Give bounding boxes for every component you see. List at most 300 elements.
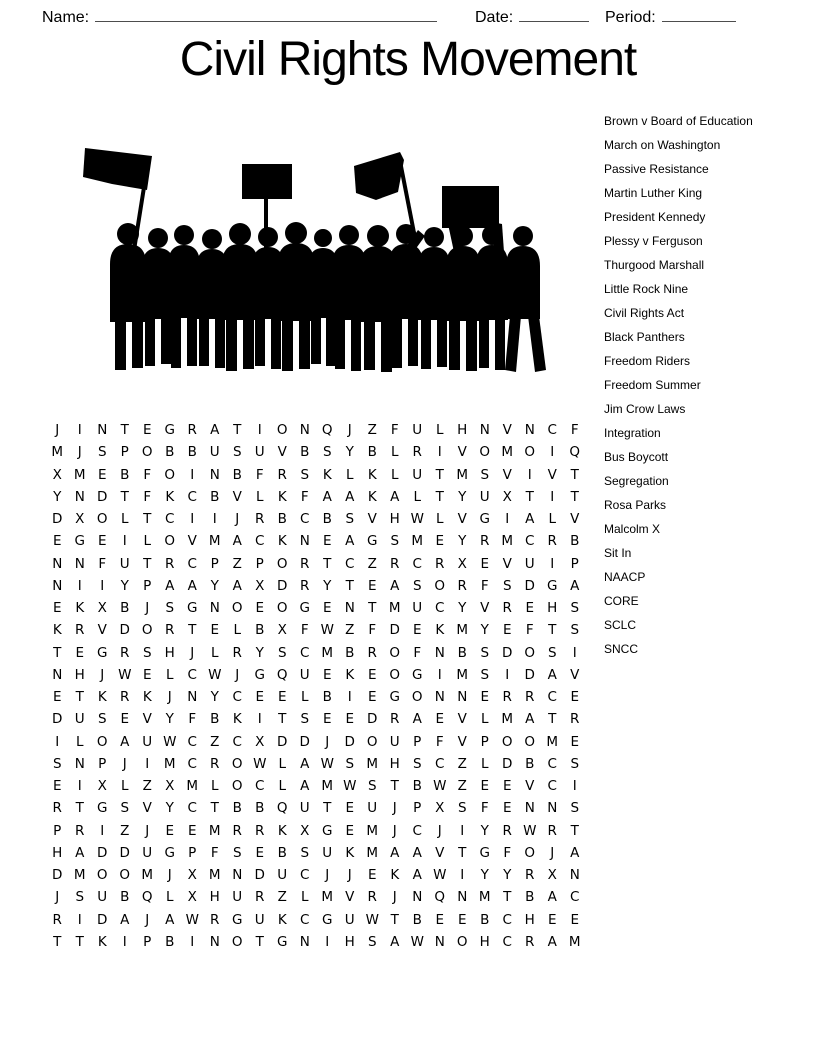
grid-cell: A	[412, 867, 422, 884]
grid-cell: S	[165, 600, 175, 617]
grid-cell: X	[52, 466, 62, 483]
grid-cell: I	[505, 511, 510, 528]
grid-cell: E	[570, 733, 580, 750]
grid-cell: O	[96, 867, 108, 884]
grid-cell: U	[412, 422, 423, 439]
grid-cell: Y	[458, 488, 467, 505]
grid-cell: X	[547, 867, 557, 884]
grid-cell: S	[345, 511, 355, 528]
grid-cell: O	[411, 689, 423, 706]
grid-cell: B	[120, 889, 130, 906]
grid-cell: H	[389, 755, 400, 772]
grid-cell: N	[209, 933, 220, 950]
page-title: Civil Rights Movement	[179, 33, 637, 86]
grid-cell: Y	[503, 867, 512, 884]
grid-cell: X	[255, 577, 265, 594]
grid-cell: X	[187, 889, 197, 906]
grid-cell: G	[322, 822, 333, 839]
grid-cell: H	[344, 933, 355, 950]
grid-cell: E	[322, 711, 332, 728]
grid-cell: U	[412, 600, 423, 617]
word-item: Civil Rights Act	[604, 306, 685, 320]
grid-cell: M	[411, 533, 424, 550]
grid-cell: Y	[165, 800, 174, 817]
grid-cell: U	[254, 911, 265, 928]
grid-cell: S	[570, 600, 580, 617]
grid-cell: R	[367, 889, 377, 906]
grid-cell: G	[412, 666, 423, 683]
grid-cell: A	[345, 488, 355, 505]
period-label: Period:	[605, 9, 656, 26]
grid-cell: E	[367, 867, 377, 884]
grid-cell: L	[255, 488, 264, 505]
word-item: Jim Crow Laws	[604, 402, 686, 416]
grid-cell: F	[390, 422, 399, 439]
grid-cell: L	[165, 889, 174, 906]
grid-cell: I	[100, 577, 105, 594]
name-blank-line	[95, 6, 437, 22]
grid-cell: J	[55, 422, 60, 439]
grid-cell: T	[570, 488, 579, 505]
grid-cell: J	[100, 666, 105, 683]
grid-cell: Y	[53, 488, 62, 505]
grid-cell: F	[525, 622, 534, 639]
word-item: Freedom Riders	[604, 354, 691, 368]
grid-cell: E	[570, 911, 580, 928]
grid-cell: D	[52, 711, 63, 728]
grid-cell: C	[165, 511, 175, 528]
grid-cell: T	[435, 466, 444, 483]
grid-cell: O	[276, 555, 288, 572]
grid-cell: M	[456, 622, 469, 639]
grid-cell: E	[525, 600, 535, 617]
grid-cell: R	[210, 755, 220, 772]
grid-cell: O	[164, 466, 176, 483]
grid-cell: S	[570, 800, 580, 817]
grid-cell: W	[185, 911, 199, 928]
grid-cell: A	[300, 778, 310, 795]
grid-cell: C	[345, 555, 355, 572]
grid-cell: U	[344, 911, 355, 928]
grid-cell: B	[165, 933, 175, 950]
grid-cell: W	[208, 666, 222, 683]
grid-cell: A	[570, 577, 580, 594]
grid-cell: E	[187, 822, 197, 839]
grid-cell: S	[277, 644, 287, 661]
grid-cell: V	[142, 800, 152, 817]
grid-cell: M	[73, 867, 86, 884]
grid-cell: A	[210, 422, 220, 439]
grid-cell: E	[142, 666, 152, 683]
grid-cell: B	[210, 711, 220, 728]
grid-cell: D	[97, 488, 108, 505]
grid-cell: N	[299, 422, 310, 439]
grid-cell: Z	[120, 822, 130, 839]
grid-cell: M	[321, 778, 334, 795]
grid-cell: I	[190, 466, 195, 483]
grid-cell: G	[254, 666, 265, 683]
grid-cell: O	[276, 422, 288, 439]
grid-cell: O	[479, 444, 491, 461]
grid-cell: G	[479, 511, 490, 528]
grid-cell: H	[209, 889, 220, 906]
grid-cell: R	[457, 577, 467, 594]
grid-cell: S	[570, 755, 580, 772]
grid-cell: B	[187, 444, 197, 461]
word-item: NAACP	[604, 570, 646, 584]
grid-cell: Z	[367, 555, 377, 572]
grid-cell: V	[367, 511, 377, 528]
grid-cell: C	[435, 600, 445, 617]
grid-cell: H	[524, 911, 535, 928]
grid-cell: N	[344, 600, 355, 617]
grid-cell: N	[52, 666, 63, 683]
grid-cell: L	[75, 733, 84, 750]
grid-cell: R	[232, 822, 242, 839]
grid-cell: C	[255, 778, 265, 795]
grid-cell: T	[503, 889, 512, 906]
grid-cell: M	[366, 844, 379, 861]
grid-cell: B	[232, 800, 242, 817]
grid-cell: X	[457, 555, 467, 572]
grid-cell: R	[525, 689, 535, 706]
grid-cell: M	[73, 466, 86, 483]
grid-cell: A	[300, 755, 310, 772]
grid-cell: P	[53, 822, 62, 839]
grid-cell: C	[232, 733, 242, 750]
grid-cell: G	[299, 600, 310, 617]
grid-cell: T	[75, 689, 84, 706]
grid-cell: N	[52, 555, 63, 572]
grid-cell: B	[277, 511, 287, 528]
grid-cell: U	[119, 555, 130, 572]
grid-cell: N	[434, 644, 445, 661]
word-item: Bus Boycott	[604, 450, 669, 464]
grid-cell: I	[347, 689, 352, 706]
grid-cell: K	[52, 622, 62, 639]
grid-cell: Y	[210, 577, 219, 594]
grid-cell: K	[367, 488, 377, 505]
grid-cell: W	[320, 622, 334, 639]
word-item: Segregation	[604, 474, 669, 488]
grid-cell: C	[187, 555, 197, 572]
word-item: SNCC	[604, 642, 639, 656]
grid-cell: B	[322, 689, 332, 706]
grid-cell: S	[52, 755, 62, 772]
grid-cell: N	[434, 689, 445, 706]
grid-cell: U	[524, 555, 535, 572]
grid-cell: I	[145, 755, 150, 772]
grid-cell: H	[389, 511, 400, 528]
grid-cell: K	[142, 689, 152, 706]
grid-cell: V	[277, 444, 287, 461]
word-item: Passive Resistance	[604, 162, 709, 176]
grid-cell: X	[277, 622, 287, 639]
grid-cell: F	[413, 644, 422, 661]
grid-cell: A	[525, 711, 535, 728]
grid-cell: Y	[480, 822, 489, 839]
grid-cell: U	[97, 889, 108, 906]
grid-cell: R	[255, 889, 265, 906]
grid-cell: C	[187, 800, 197, 817]
grid-cell: E	[52, 689, 62, 706]
grid-cell: M	[51, 444, 64, 461]
grid-cell: Y	[458, 533, 467, 550]
grid-cell: S	[120, 800, 130, 817]
grid-cell: K	[277, 488, 287, 505]
grid-cell: S	[480, 666, 490, 683]
grid-cell: A	[390, 577, 400, 594]
grid-cell: V	[502, 422, 512, 439]
grid-cell: D	[119, 844, 130, 861]
grid-cell: T	[570, 466, 579, 483]
grid-cell: J	[145, 911, 150, 928]
grid-cell: D	[52, 867, 63, 884]
grid-cell: N	[457, 689, 468, 706]
grid-cell: D	[97, 911, 108, 928]
word-item: Rosa Parks	[604, 498, 667, 512]
grid-cell: A	[547, 933, 557, 950]
grid-cell: T	[570, 822, 579, 839]
grid-cell: R	[300, 577, 310, 594]
grid-cell: O	[164, 533, 176, 550]
word-item: President Kennedy	[604, 210, 706, 224]
grid-cell: V	[187, 533, 197, 550]
grid-cell: T	[345, 577, 354, 594]
name-field-group	[42, 6, 437, 27]
grid-cell: R	[165, 555, 175, 572]
grid-cell: R	[547, 822, 557, 839]
grid-cell: A	[187, 577, 197, 594]
grid-cell: V	[525, 778, 535, 795]
grid-cell: U	[299, 666, 310, 683]
grid-cell: P	[413, 800, 422, 817]
grid-cell: N	[299, 533, 310, 550]
grid-cell: U	[142, 844, 153, 861]
grid-cell: O	[389, 666, 401, 683]
grid-cell: C	[547, 422, 557, 439]
grid-cell: N	[434, 933, 445, 950]
grid-cell: L	[390, 444, 399, 461]
grid-cell: R	[75, 622, 85, 639]
grid-cell: T	[323, 800, 332, 817]
grid-cell: F	[480, 800, 489, 817]
grid-cell: M	[163, 755, 176, 772]
grid-cell: I	[257, 711, 262, 728]
grid-cell: Q	[569, 444, 581, 461]
grid-cell: C	[435, 755, 445, 772]
grid-cell: A	[345, 533, 355, 550]
grid-cell: D	[389, 622, 400, 639]
grid-cell: C	[187, 755, 197, 772]
grid-cell: I	[55, 733, 60, 750]
grid-cell: D	[367, 711, 378, 728]
word-item: Plessy v Ferguson	[604, 234, 703, 248]
grid-cell: E	[322, 600, 332, 617]
grid-cell: X	[502, 488, 512, 505]
grid-cell: E	[322, 533, 332, 550]
grid-cell: N	[299, 933, 310, 950]
grid-cell: E	[255, 689, 265, 706]
grid-cell: M	[501, 533, 514, 550]
word-item: Freedom Summer	[604, 378, 701, 392]
grid-cell: C	[547, 689, 557, 706]
grid-cell: A	[547, 666, 557, 683]
grid-cell: F	[570, 422, 579, 439]
grid-cell: R	[502, 822, 512, 839]
grid-cell: D	[277, 733, 288, 750]
grid-cell: O	[141, 622, 153, 639]
grid-cell: O	[524, 644, 536, 661]
grid-cell: E	[570, 689, 580, 706]
grid-cell: E	[97, 466, 107, 483]
grid-cell: I	[77, 911, 82, 928]
grid-cell: E	[210, 622, 220, 639]
grid-cell: F	[143, 466, 152, 483]
grid-cell: E	[412, 622, 422, 639]
grid-cell: B	[412, 911, 422, 928]
grid-cell: L	[233, 622, 242, 639]
word-item: SCLC	[604, 618, 637, 632]
grid-cell: W	[365, 911, 379, 928]
grid-cell: R	[502, 600, 512, 617]
grid-cell: T	[53, 644, 62, 661]
grid-cell: V	[502, 555, 512, 572]
grid-cell: T	[278, 711, 287, 728]
grid-cell: N	[524, 800, 535, 817]
word-item: Martin Luther King	[604, 186, 703, 200]
grid-cell: U	[74, 711, 85, 728]
grid-cell: B	[255, 800, 265, 817]
grid-cell: J	[437, 822, 442, 839]
grid-cell: D	[119, 622, 130, 639]
grid-cell: O	[141, 444, 153, 461]
grid-cell: S	[97, 444, 107, 461]
grid-cell: A	[390, 933, 400, 950]
grid-cell: O	[389, 644, 401, 661]
grid-cell: J	[167, 867, 172, 884]
grid-cell: X	[435, 800, 445, 817]
grid-cell: O	[501, 733, 513, 750]
grid-cell: T	[210, 800, 219, 817]
grid-cell: W	[410, 511, 424, 528]
grid-cell: J	[235, 666, 240, 683]
grid-cell: L	[278, 778, 287, 795]
grid-cell: N	[97, 422, 108, 439]
grid-cell: O	[276, 600, 288, 617]
grid-cell: V	[502, 466, 512, 483]
grid-cell: T	[390, 778, 399, 795]
grid-cell: P	[570, 555, 579, 572]
grid-cell: O	[96, 733, 108, 750]
grid-cell: G	[547, 577, 558, 594]
grid-cell: E	[367, 689, 377, 706]
grid-cell: M	[141, 867, 154, 884]
grid-cell: C	[570, 889, 580, 906]
grid-cell: F	[435, 733, 444, 750]
grid-cell: D	[524, 666, 535, 683]
grid-cell: A	[547, 889, 557, 906]
grid-cell: P	[480, 733, 489, 750]
grid-cell: J	[550, 844, 555, 861]
grid-cell: L	[300, 689, 309, 706]
grid-cell: T	[368, 600, 377, 617]
grid-cell: S	[390, 533, 400, 550]
grid-cell: H	[164, 644, 175, 661]
grid-cell: N	[209, 466, 220, 483]
grid-cell: J	[392, 800, 397, 817]
grid-cell: L	[120, 511, 129, 528]
grid-cell: N	[74, 755, 85, 772]
grid-cell: M	[501, 444, 514, 461]
grid-cell: P	[413, 733, 422, 750]
grid-cell: B	[120, 466, 130, 483]
grid-cell: T	[233, 422, 242, 439]
grid-cell: S	[300, 844, 310, 861]
grid-cell: M	[208, 533, 221, 550]
grid-cell: S	[412, 577, 422, 594]
grid-cell: J	[190, 644, 195, 661]
grid-cell: O	[231, 933, 243, 950]
grid-cell: O	[434, 577, 446, 594]
grid-cell: Y	[345, 444, 354, 461]
grid-cell: P	[120, 444, 129, 461]
grid-cell: U	[479, 488, 490, 505]
grid-cell: E	[52, 600, 62, 617]
grid-cell: R	[525, 933, 535, 950]
grid-cell: E	[457, 911, 467, 928]
grid-cell: X	[165, 778, 175, 795]
grid-cell: T	[53, 933, 62, 950]
grid-cell: N	[457, 889, 468, 906]
grid-cell: E	[435, 711, 445, 728]
grid-cell: K	[165, 488, 175, 505]
grid-cell: V	[457, 444, 467, 461]
grid-cell: G	[164, 844, 175, 861]
grid-cell: L	[390, 466, 399, 483]
grid-cell: B	[570, 533, 580, 550]
grid-cell: O	[456, 933, 468, 950]
grid-cell: C	[187, 733, 197, 750]
grid-cell: R	[412, 444, 422, 461]
grid-cell: R	[255, 511, 265, 528]
grid-cell: V	[570, 511, 580, 528]
grid-cell: Z	[210, 733, 220, 750]
grid-cell: F	[98, 555, 107, 572]
grid-cell: A	[232, 533, 242, 550]
grid-cell: T	[390, 911, 399, 928]
grid-cell: O	[96, 511, 108, 528]
grid-cell: J	[145, 822, 150, 839]
grid-cell: K	[277, 533, 287, 550]
grid-cell: S	[300, 711, 310, 728]
grid-cell: Y	[165, 711, 174, 728]
grid-cell: B	[345, 644, 355, 661]
grid-cell: L	[143, 533, 152, 550]
grid-cell: I	[212, 511, 217, 528]
grid-cell: Y	[458, 600, 467, 617]
grid-cell: T	[548, 622, 557, 639]
grid-cell: X	[255, 733, 265, 750]
grid-cell: P	[188, 844, 197, 861]
grid-cell: C	[300, 511, 310, 528]
grid-cell: I	[505, 666, 510, 683]
grid-cell: M	[366, 755, 379, 772]
grid-cell: L	[345, 466, 354, 483]
picket-sign-center	[242, 164, 292, 199]
grid-cell: X	[97, 778, 107, 795]
grid-cell: R	[525, 867, 535, 884]
